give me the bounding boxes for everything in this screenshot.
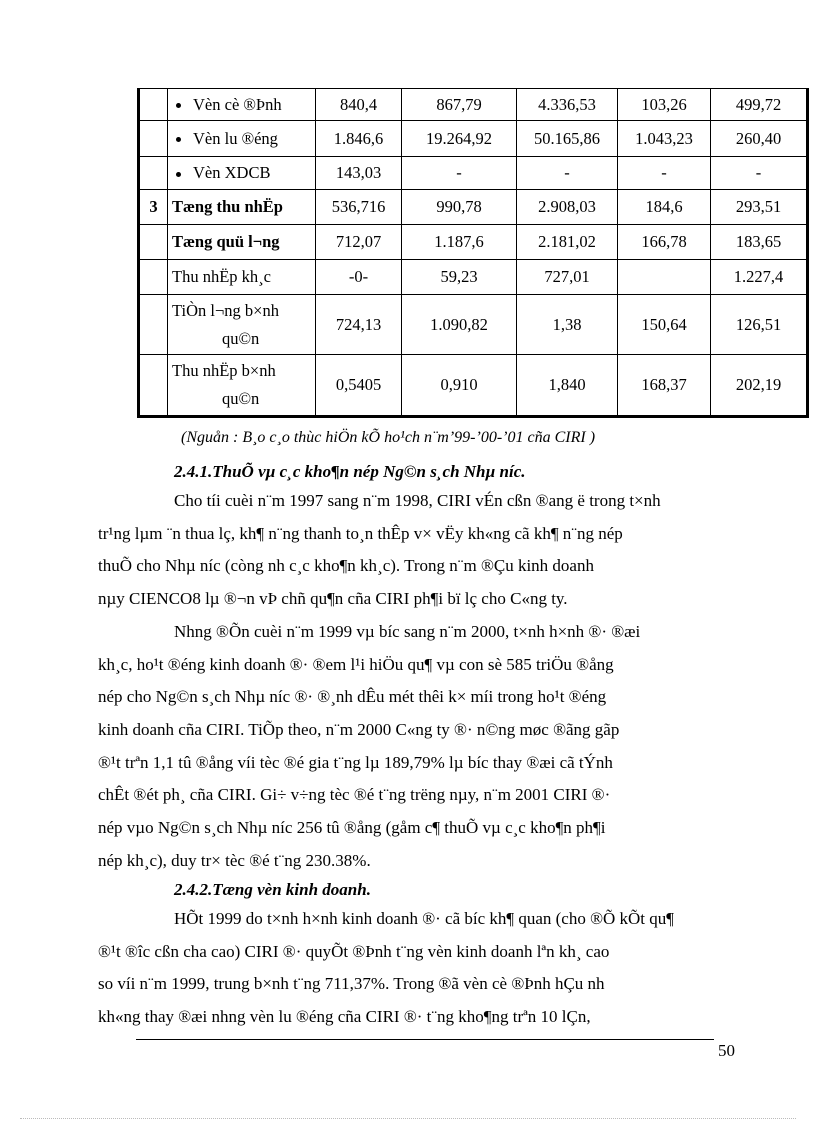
table-cell: 712,07 bbox=[316, 225, 402, 260]
table-cell: 4.336,53 bbox=[517, 89, 618, 121]
table-row bbox=[139, 157, 808, 190]
table-row bbox=[139, 89, 808, 121]
table-cell: - bbox=[618, 157, 711, 190]
table-row bbox=[139, 190, 808, 225]
row-index bbox=[139, 225, 168, 260]
section1-body bbox=[98, 485, 740, 877]
row-label-line: Thu nhËp b×nh bbox=[172, 361, 276, 380]
text-line: tr¹ng lµm ¨n thua lç, kh¶ n¨ng thanh to¸n thÊp v× vËy kh«ng cã kh¶ n¨ng nép bbox=[98, 523, 623, 543]
row-label: Tæng thu nhËp bbox=[168, 190, 316, 225]
row-label: Thu nhËp kh¸c bbox=[168, 260, 316, 295]
table-cell: 2.181,02 bbox=[517, 225, 618, 260]
row-label-line: qu©n bbox=[222, 389, 260, 408]
row-label bbox=[168, 355, 316, 417]
table-cell: 19.264,92 bbox=[402, 121, 517, 157]
table-cell: 1.187,6 bbox=[402, 225, 517, 260]
table-cell: 499,72 bbox=[711, 89, 808, 121]
table-cell: 260,40 bbox=[711, 121, 808, 157]
table-row bbox=[139, 225, 808, 260]
text-line: kinh doanh cña CIRI. TiÕp theo, n¨m 2000 C«ng ty ®· n©ng møc ®ãng gãp bbox=[98, 719, 620, 739]
table-cell: 1,840 bbox=[517, 355, 618, 417]
table-cell: 50.165,86 bbox=[517, 121, 618, 157]
table-cell: 202,19 bbox=[711, 355, 808, 417]
table-cell: 103,26 bbox=[618, 89, 711, 121]
table-cell: 867,79 bbox=[402, 89, 517, 121]
table-row bbox=[139, 121, 808, 157]
row-index bbox=[139, 295, 168, 355]
text-line: thuÕ cho Nhµ níc (còng nh c¸c kho¶n kh¸c). Trong n¨m ®Çu kinh doanh bbox=[98, 556, 594, 576]
table-row bbox=[139, 355, 808, 417]
row-label bbox=[168, 295, 316, 355]
paragraph bbox=[98, 903, 740, 1034]
table-row bbox=[139, 295, 808, 355]
table-cell: 2.908,03 bbox=[517, 190, 618, 225]
row-label bbox=[168, 89, 316, 121]
table-cell: 1.043,23 bbox=[618, 121, 711, 157]
row-label-text: Vèn cè ®Þnh bbox=[193, 94, 282, 114]
text-line: so víi n¨m 1999, trung b×nh t¨ng 711,37%. Trong ®ã vèn cè ®Þnh hÇu nh bbox=[98, 974, 605, 994]
text-line: Cho tíi cuèi n¨m 1997 sang n¨m 1998, CIRI vÉn cßn ®ang ë trong t×nh bbox=[174, 491, 661, 510]
page-number: 50 bbox=[718, 1041, 735, 1060]
row-index bbox=[139, 121, 168, 157]
table-cell: 183,65 bbox=[711, 225, 808, 260]
table-cell: 1,38 bbox=[517, 295, 618, 355]
table-cell: 166,78 bbox=[618, 225, 711, 260]
text-line: nµy CIENCO8 lµ ®¬n vÞ chñ qu¶n cña CIRI ph¶i bï lç cho C«ng ty. bbox=[98, 589, 568, 609]
table-cell: 1.090,82 bbox=[402, 295, 517, 355]
row-label-text: Vèn XDCB bbox=[193, 163, 271, 182]
section-heading-taxes: 2.4.1.ThuÕ vµ c¸c kho¶n nép Ng©n s¸ch Nhµ níc. bbox=[174, 462, 526, 481]
table-row bbox=[139, 260, 808, 295]
table-cell: - bbox=[711, 157, 808, 190]
bullet-icon bbox=[176, 172, 181, 177]
table-cell: 0,5405 bbox=[316, 355, 402, 417]
page-edge-guide bbox=[20, 1118, 796, 1119]
table-cell: 1.846,6 bbox=[316, 121, 402, 157]
row-index bbox=[139, 89, 168, 121]
table-cell: 840,4 bbox=[316, 89, 402, 121]
table-cell: 727,01 bbox=[517, 260, 618, 295]
bullet-icon bbox=[176, 103, 181, 108]
text-line: kh¸c, ho¹t ®éng kinh doanh ®· ®em l¹i hiÖu qu¶ vµ con sè 585 triÖu ®ång bbox=[98, 654, 614, 674]
text-line: nép kh¸c), duy tr× tèc ®é t¨ng 230.38%. bbox=[98, 850, 371, 870]
table-cell: 143,03 bbox=[316, 157, 402, 190]
row-index bbox=[139, 157, 168, 190]
text-line: HÕt 1999 do t×nh h×nh kinh doanh ®· cã bíc kh¶ quan (cho ®Õ kÕt qu¶ bbox=[174, 909, 674, 928]
table-cell: 724,13 bbox=[316, 295, 402, 355]
text-line: ®¹t ®îc cßn cha cao) CIRI ®· quyÕt ®Þnh t¨ng vèn kinh doanh lªn kh¸ cao bbox=[98, 941, 610, 961]
table-cell: 168,37 bbox=[618, 355, 711, 417]
table-cell: 293,51 bbox=[711, 190, 808, 225]
text-line: nép cho Ng©n s¸ch Nhµ níc ®· ®¸nh dÊu mét thêi k× míi trong ho¹t ®éng bbox=[98, 687, 607, 707]
table-cell: - bbox=[517, 157, 618, 190]
table-cell: - bbox=[402, 157, 517, 190]
row-label-text: Vèn lu ®éng bbox=[193, 128, 278, 148]
row-label: Tæng quü l¬ng bbox=[168, 225, 316, 260]
table-cell: 184,6 bbox=[618, 190, 711, 225]
table-cell: -0- bbox=[316, 260, 402, 295]
text-line: kh«ng thay ®æi nhng vèn lu ®éng cña CIRI ®· t¨ng kho¶ng trªn 10 lÇn, bbox=[98, 1007, 591, 1027]
paragraph bbox=[98, 616, 740, 878]
text-line: nép vµo Ng©n s¸ch Nhµ níc 256 tû ®ång (gåm c¶ thuÕ vµ c¸c kho¶n ph¶i bbox=[98, 818, 606, 838]
table-cell: 536,716 bbox=[316, 190, 402, 225]
bullet-icon bbox=[176, 137, 181, 142]
row-index bbox=[139, 260, 168, 295]
table-cell: 0,910 bbox=[402, 355, 517, 417]
table-cell: 126,51 bbox=[711, 295, 808, 355]
row-index bbox=[139, 355, 168, 417]
row-label bbox=[168, 121, 316, 157]
paragraph bbox=[98, 485, 740, 616]
table-cell: 1.227,4 bbox=[711, 260, 808, 295]
table-cell: 990,78 bbox=[402, 190, 517, 225]
source-note: (Nguån : B¸o c¸o thùc hiÖn kÕ ho¹ch n¨m’99-’00-’01 cña CIRI ) bbox=[181, 429, 596, 446]
text-line: Nhng ®Õn cuèi n¨m 1999 vµ bíc sang n¨m 2000, t×nh h×nh ®· ®æi bbox=[174, 621, 641, 641]
row-label-line: TiÒn l¬ng b×nh bbox=[172, 300, 279, 320]
table-cell: 59,23 bbox=[402, 260, 517, 295]
section2-body bbox=[98, 903, 740, 1034]
data-table bbox=[137, 88, 809, 418]
table-cell bbox=[618, 260, 711, 295]
text-line: ®¹t trªn 1,1 tû ®ång víi tèc ®é gia t¨ng lµ 189,79% lµ bíc thay ®æi cã tÝnh bbox=[98, 752, 613, 772]
row-index: 3 bbox=[139, 190, 168, 225]
row-label bbox=[168, 157, 316, 190]
section-heading-capital: 2.4.2.Tæng vèn kinh doanh. bbox=[174, 880, 371, 899]
text-line: chÊt ®ét ph¸ cña CIRI. Gi÷ v÷ng tèc ®é t¨ng trëng nµy, n¨m 2001 CIRI ®· bbox=[98, 785, 611, 805]
table-cell: 150,64 bbox=[618, 295, 711, 355]
footer-divider bbox=[136, 1039, 714, 1040]
row-label-line: qu©n bbox=[222, 328, 260, 348]
